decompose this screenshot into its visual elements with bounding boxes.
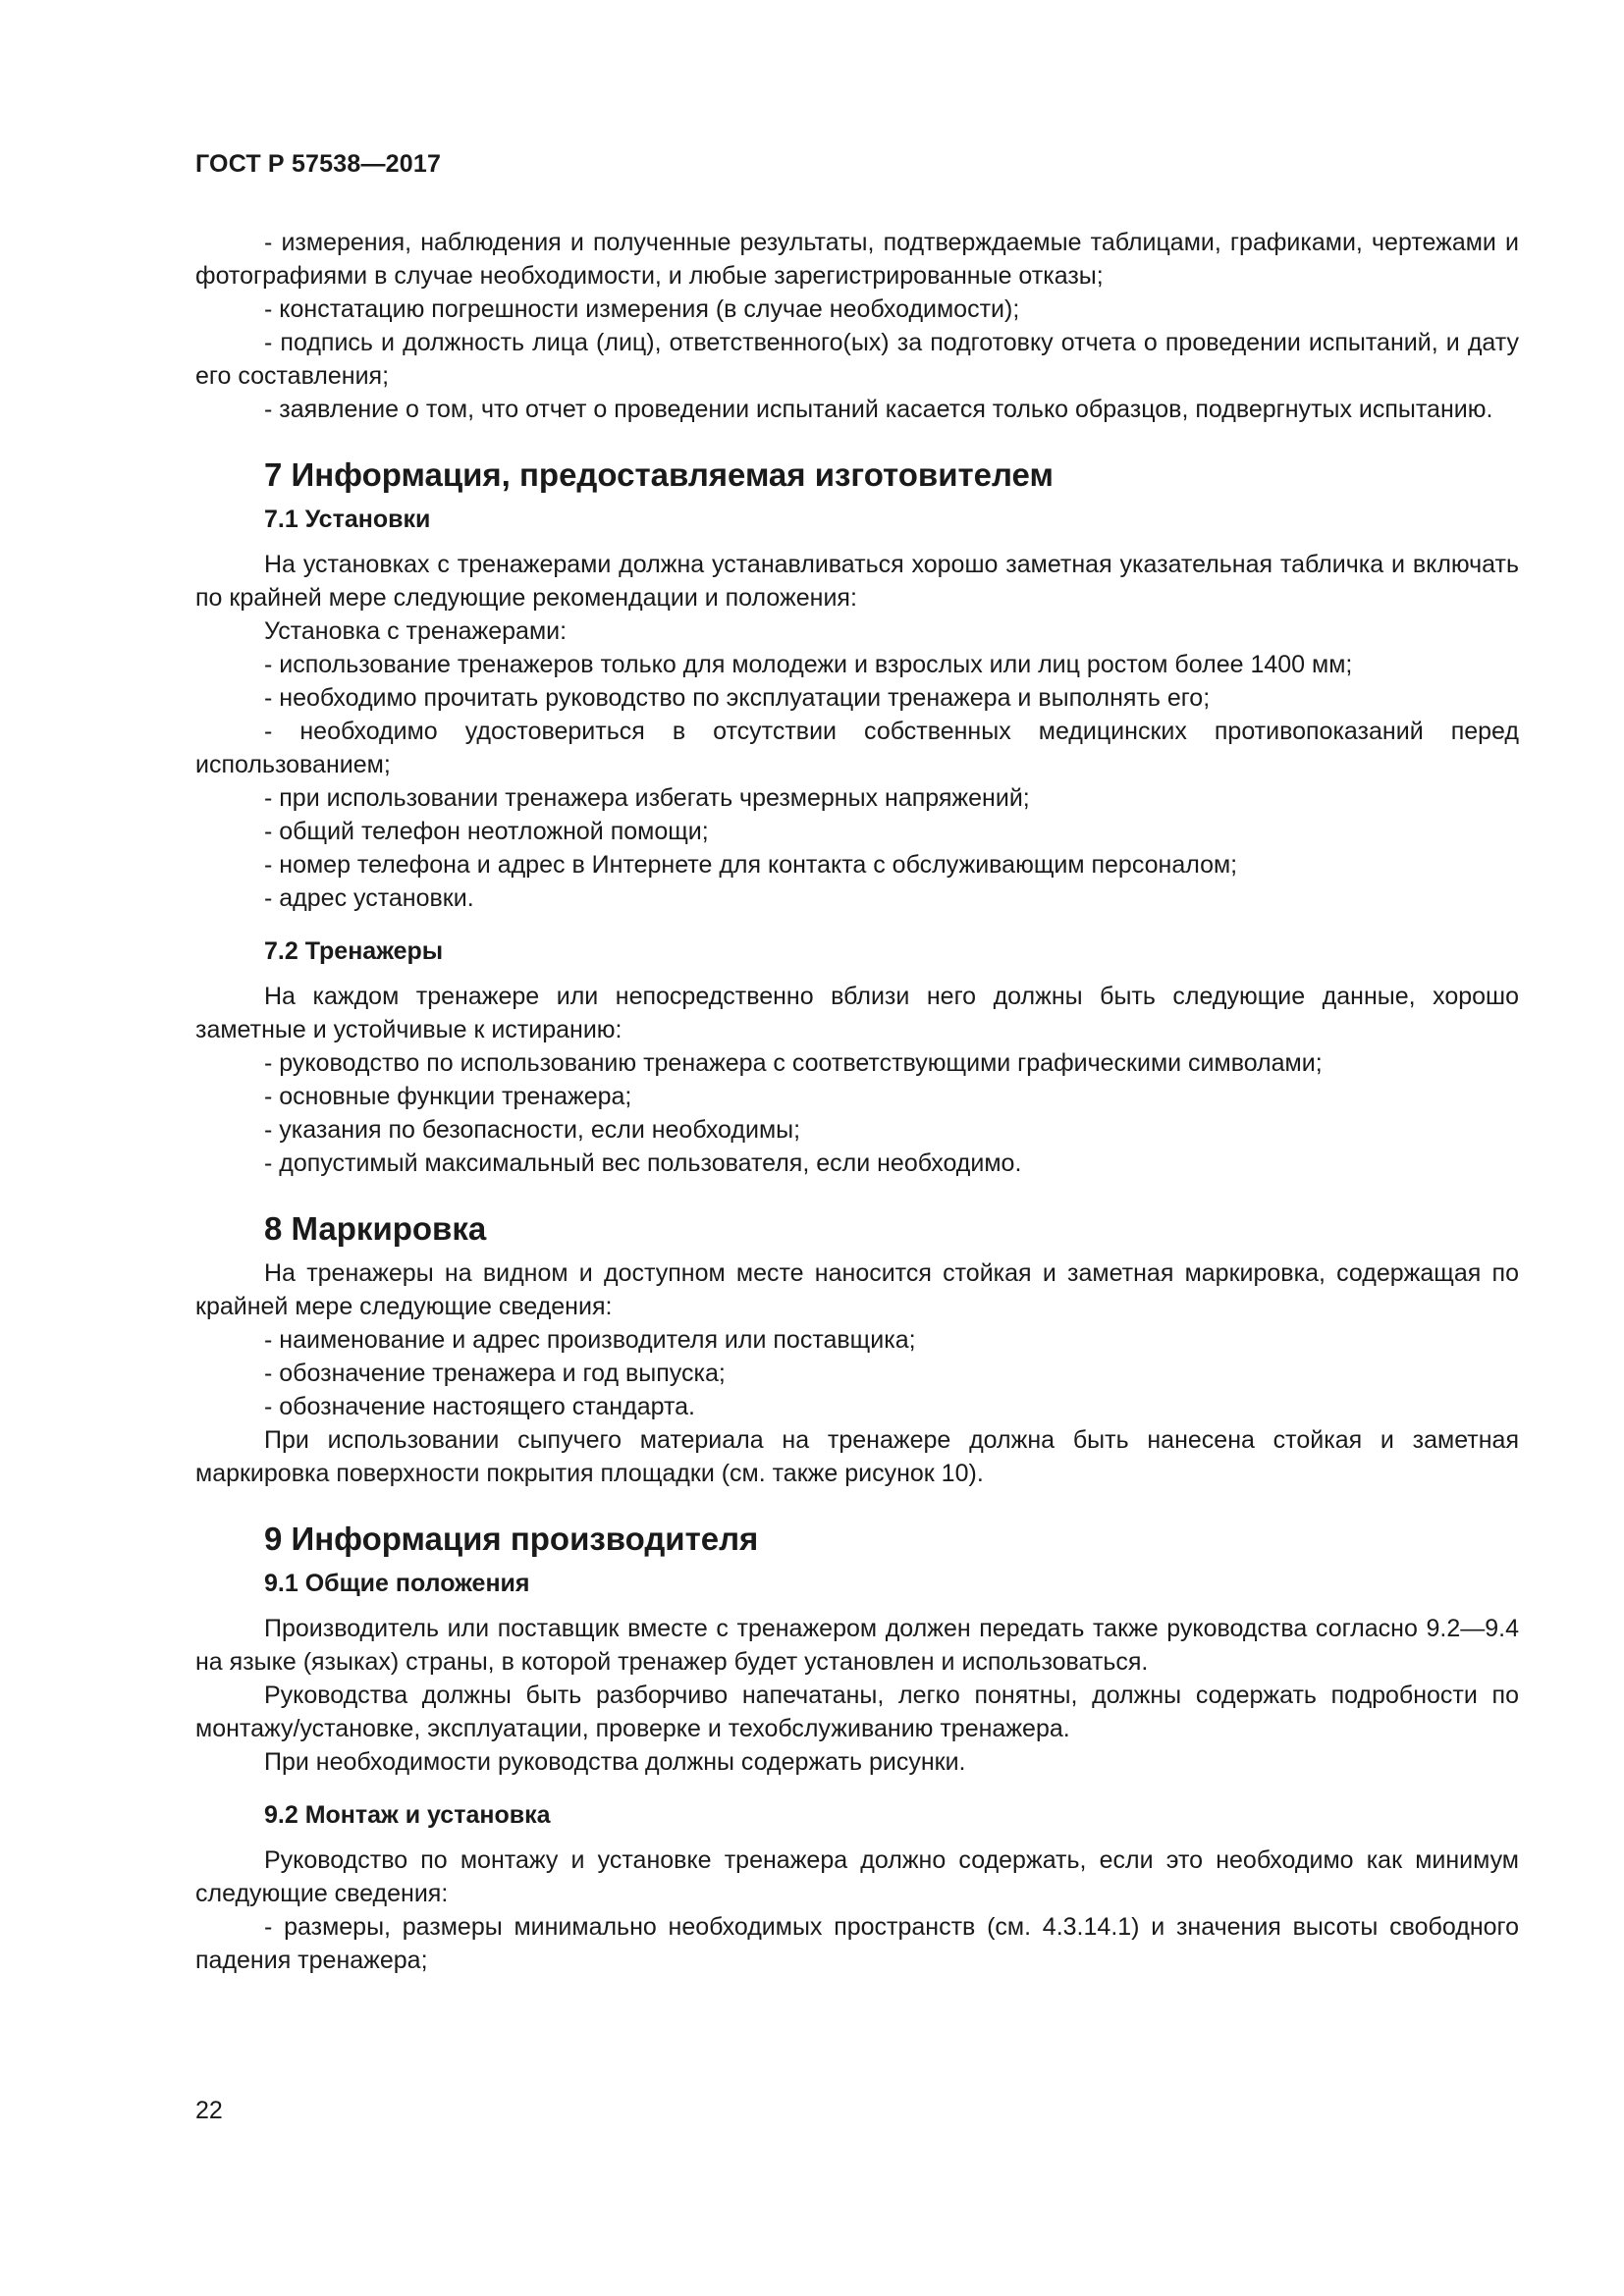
- paragraph: - необходимо удостовериться в отсутствии собственных медицинских противопоказаний перед использованием;: [195, 718, 1519, 778]
- paragraph: - общий телефон неотложной помощи;: [264, 818, 709, 845]
- paragraph: На тренажеры на видном и доступном месте наносится стойкая и заметная маркировка, содержащая по крайней мере следующие сведения:: [195, 1259, 1519, 1320]
- paragraph: - номер телефона и адрес в Интернете для контакта с обслуживающим персоналом;: [264, 851, 1238, 879]
- paragraph: Руководство по монтажу и установке тренажера должно содержать, если это необходимо как минимум следующие сведения:: [195, 1846, 1519, 1907]
- document-body: [195, 226, 1519, 1977]
- paragraph: Производитель или поставщик вместе с тренажером должен передать также руководства согласно 9.2—9.4 на языке (языках) страны, в которой тренажер будет установлен и использоваться.: [195, 1615, 1519, 1676]
- subsection-heading: 7.2 Тренажеры: [264, 937, 444, 965]
- section-heading: 8 Маркировка: [264, 1210, 487, 1247]
- paragraph: На установках с тренажерами должна устанавливаться хорошо заметная указательная табличка и включать по крайней мере следующие рекомендации и положения:: [195, 551, 1519, 612]
- paragraph: Руководства должны быть разборчиво напечатаны, легко понятны, должны содержать подробности по монтажу/установке, эксплуатации, проверке и техобслуживанию тренажера.: [195, 1682, 1519, 1742]
- paragraph: - подпись и должность лица (лиц), ответственного(ых) за подготовку отчета о проведении испытаний, и дату его составления;: [195, 329, 1519, 390]
- paragraph: - использование тренажеров только для молодежи и взрослых или лиц ростом более 1400 мм;: [264, 651, 1353, 678]
- paragraph: - адрес установки.: [264, 884, 474, 912]
- section-heading: 7 Информация, предоставляемая изготовителем: [264, 456, 1054, 493]
- paragraph: - обозначение настоящего стандарта.: [264, 1393, 695, 1420]
- paragraph: - указания по безопасности, если необходимы;: [264, 1116, 801, 1144]
- paragraph: - размеры, размеры минимально необходимых пространств (см. 4.3.14.1) и значения высоты свободного падения тренажера;: [195, 1913, 1519, 1974]
- subsection-heading: 9.1 Общие положения: [264, 1570, 530, 1597]
- paragraph: При использовании сыпучего материала на тренажере должна быть нанесена стойкая и заметная маркировка поверхности покрытия площадки (см. также рисунок 10).: [195, 1426, 1519, 1487]
- paragraph: - наименование и адрес производителя или поставщика;: [264, 1326, 916, 1354]
- subsection-heading: 7.1 Установки: [264, 506, 431, 533]
- paragraph: Установка с тренажерами:: [264, 617, 568, 645]
- page-number: 22: [195, 2097, 223, 2124]
- subsection-heading: 9.2 Монтаж и установка: [264, 1801, 551, 1829]
- paragraph: - измерения, наблюдения и полученные результаты, подтверждаемые таблицами, графиками, чертежами и фотографиями в случае необходимости, и любые зарегистрированные отказы;: [195, 229, 1519, 290]
- section-heading: 9 Информация производителя: [264, 1521, 759, 1557]
- paragraph: - обозначение тренажера и год выпуска;: [264, 1360, 726, 1387]
- paragraph: На каждом тренажере или непосредственно вблизи него должны быть следующие данные, хорошо заметные и устойчивые к истиранию:: [195, 983, 1519, 1043]
- paragraph: - руководство по использованию тренажера с соответствующими графическими символами;: [264, 1049, 1323, 1077]
- paragraph: - необходимо прочитать руководство по эксплуатации тренажера и выполнять его;: [264, 684, 1211, 712]
- paragraph: - заявление о том, что отчет о проведении испытаний касается только образцов, подвергнутых испытанию.: [264, 396, 1493, 423]
- paragraph: - констатацию погрешности измерения (в случае необходимости);: [264, 295, 1020, 323]
- document-header: ГОСТ Р 57538—2017: [195, 150, 442, 178]
- paragraph: - при использовании тренажера избегать чрезмерных напряжений;: [264, 784, 1030, 812]
- paragraph: При необходимости руководства должны содержать рисунки.: [264, 1748, 966, 1776]
- paragraph: - допустимый максимальный вес пользователя, если необходимо.: [264, 1149, 1022, 1177]
- paragraph: - основные функции тренажера;: [264, 1083, 632, 1110]
